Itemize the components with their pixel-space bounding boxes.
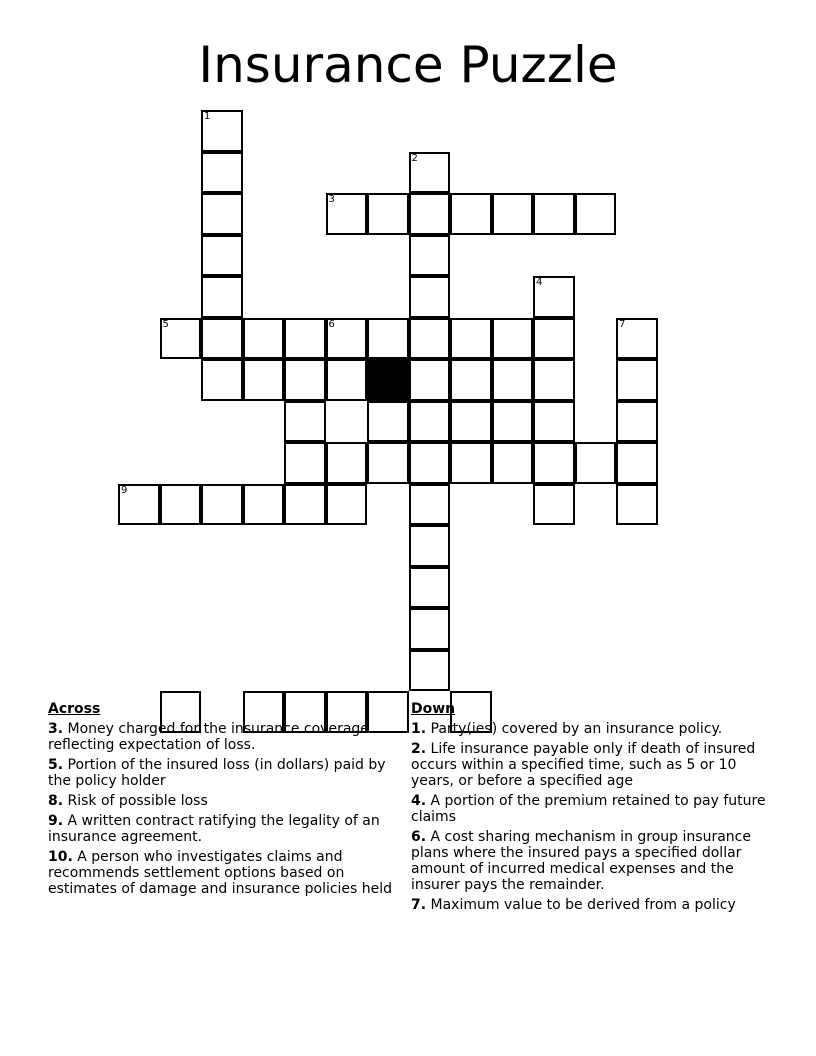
grid-cell[interactable]: [201, 193, 243, 235]
grid-cell[interactable]: [243, 484, 285, 526]
grid-cell[interactable]: [450, 193, 492, 235]
grid-cell[interactable]: [409, 650, 451, 692]
across-clue: [48, 721, 393, 753]
grid-cell[interactable]: [326, 193, 368, 235]
grid-cell[interactable]: [409, 318, 451, 360]
grid-cell[interactable]: [616, 484, 658, 526]
clue-text: Party(ies) covered by an insurance policy.: [430, 721, 723, 737]
across-clue: [48, 813, 393, 845]
grid-cell[interactable]: [616, 401, 658, 443]
grid-cell[interactable]: [367, 442, 409, 484]
clue-number-label: 6: [328, 318, 335, 330]
grid-cell[interactable]: [243, 318, 285, 360]
grid-cell[interactable]: [367, 318, 409, 360]
black-square: [367, 359, 409, 401]
grid-cell[interactable]: [616, 442, 658, 484]
clue-text: Life insurance payable only if death of insured occurs within a specified time, such as 5 or 10 years, or before a specified age: [411, 741, 756, 789]
grid-cell[interactable]: [492, 359, 534, 401]
clue-number-label: 7: [619, 318, 626, 330]
puzzle-title: Insurance Puzzle: [198, 36, 618, 94]
grid-cell[interactable]: [326, 442, 368, 484]
clue-number: 3.: [48, 721, 64, 737]
grid-cell[interactable]: [409, 152, 451, 194]
down-clues: [411, 701, 771, 917]
grid-cell[interactable]: [201, 276, 243, 318]
down-clue: [411, 829, 771, 893]
clue-number-label: 3: [328, 194, 335, 205]
grid-cell[interactable]: [201, 152, 243, 194]
clue-text: Maximum value to be derived from a policy: [430, 897, 736, 913]
clue-text: Risk of possible loss: [67, 793, 208, 809]
grid-cell[interactable]: [492, 442, 534, 484]
grid-cell[interactable]: [450, 318, 492, 360]
grid-cell[interactable]: [326, 318, 368, 360]
clue-number-label: 1: [204, 111, 211, 122]
grid-cell[interactable]: [326, 359, 368, 401]
grid-cell[interactable]: [201, 484, 243, 526]
down-clue: [411, 897, 771, 913]
grid-cell[interactable]: [409, 484, 451, 526]
grid-cell[interactable]: [367, 401, 409, 443]
grid-cell[interactable]: [284, 401, 326, 443]
grid-cell[interactable]: [450, 401, 492, 443]
grid-cell[interactable]: [492, 401, 534, 443]
clue-text: A portion of the premium retained to pay future claims: [411, 793, 766, 825]
grid-cell[interactable]: [616, 359, 658, 401]
grid-cell[interactable]: [533, 318, 575, 360]
grid-cell[interactable]: [409, 525, 451, 567]
grid-cell[interactable]: [575, 442, 617, 484]
grid-cell[interactable]: [201, 235, 243, 277]
clue-number: 2.: [411, 741, 427, 757]
clue-number-label: 5: [162, 318, 169, 330]
grid-cell[interactable]: [409, 442, 451, 484]
grid-cell[interactable]: [450, 359, 492, 401]
grid-cell[interactable]: [284, 318, 326, 360]
grid-cell[interactable]: [284, 359, 326, 401]
clue-text: Portion of the insured loss (in dollars) paid by the policy holder: [48, 757, 386, 789]
grid-cell[interactable]: [616, 318, 658, 360]
grid-cell[interactable]: [533, 193, 575, 235]
grid-cell[interactable]: [533, 359, 575, 401]
grid-cell[interactable]: [243, 359, 285, 401]
grid-cell[interactable]: [284, 484, 326, 526]
down-heading: Down: [411, 701, 456, 717]
clue-number: 1.: [411, 721, 427, 737]
across-clues: [48, 701, 393, 901]
grid-cell[interactable]: [160, 484, 202, 526]
grid-cell[interactable]: [326, 484, 368, 526]
clue-number: 7.: [411, 897, 427, 913]
grid-cell[interactable]: [201, 110, 243, 152]
clue-text: A cost sharing mechanism in group insurance plans where the insured pays a specified dollar amount of incurred medical expenses and the insurer pays the remainder.: [411, 829, 751, 893]
grid-cell[interactable]: [367, 193, 409, 235]
grid-cell[interactable]: [450, 442, 492, 484]
grid-cell[interactable]: [160, 318, 202, 360]
grid-cell[interactable]: [284, 442, 326, 484]
across-heading: Across: [48, 701, 101, 717]
grid-cell[interactable]: [492, 193, 534, 235]
grid-cell[interactable]: [409, 401, 451, 443]
clue-number-label: 4: [536, 277, 543, 288]
down-clue: [411, 721, 771, 737]
clue-number: 8.: [48, 793, 64, 809]
down-clue-list: [411, 721, 771, 913]
clue-text: A person who investigates claims and recommends settlement options based on estimates of damage and insurance policies held: [48, 849, 393, 897]
grid-cell[interactable]: [409, 567, 451, 609]
grid-cell[interactable]: [409, 193, 451, 235]
grid-cell[interactable]: [201, 318, 243, 360]
across-clue: [48, 793, 393, 809]
grid-cell[interactable]: [409, 235, 451, 277]
across-clue-list: [48, 721, 393, 897]
clue-number-label: 9: [121, 484, 128, 496]
grid-cell[interactable]: [118, 484, 160, 526]
clue-number: 4.: [411, 793, 427, 809]
grid-cell[interactable]: [575, 193, 617, 235]
grid-cell[interactable]: [533, 401, 575, 443]
grid-cell[interactable]: [409, 359, 451, 401]
clue-number: 5.: [48, 757, 64, 773]
clue-number: 9.: [48, 813, 64, 829]
clue-number-label: 2: [411, 152, 418, 164]
clue-number: 10.: [48, 849, 73, 865]
across-clue: [48, 849, 393, 897]
grid-cell[interactable]: [409, 608, 451, 650]
grid-cell[interactable]: [533, 484, 575, 526]
down-clue: [411, 741, 771, 789]
grid-cell[interactable]: [492, 318, 534, 360]
clue-text: Money charged for the insurance coverage reflecting expectation of loss.: [48, 721, 369, 753]
clue-text: A written contract ratifying the legality of an insurance agreement.: [48, 813, 380, 845]
grid-cell[interactable]: [409, 276, 451, 318]
grid-cell[interactable]: [533, 442, 575, 484]
grid-cell[interactable]: [533, 276, 575, 318]
across-clue: [48, 757, 393, 789]
clue-number: 6.: [411, 829, 427, 845]
down-clue: [411, 793, 771, 825]
grid-cell[interactable]: [201, 359, 243, 401]
